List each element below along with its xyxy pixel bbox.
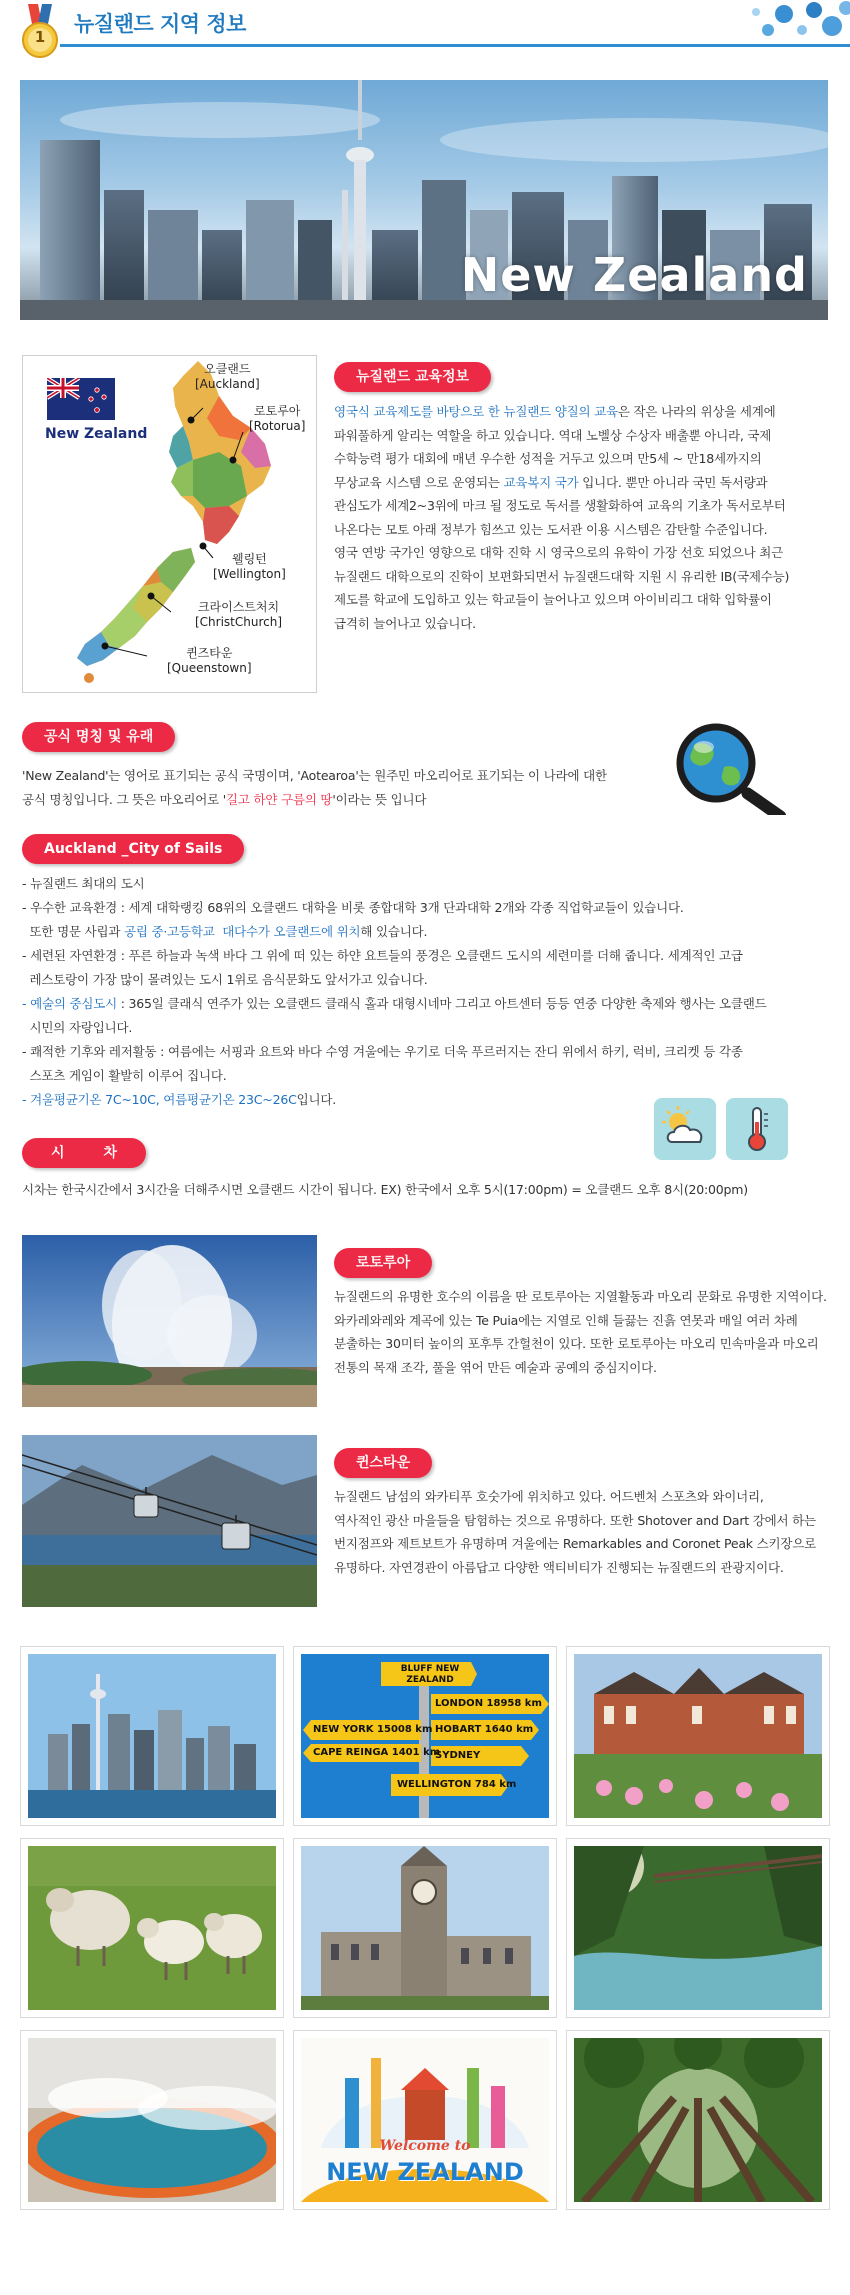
header-underline xyxy=(60,44,850,47)
list-item: 또한 명문 사립과 공립 중·고등학교 대다수가 오클랜드에 위치해 있습니다. xyxy=(22,924,428,939)
page-header xyxy=(0,0,850,56)
weather-cloud-sun-icon xyxy=(654,1098,716,1160)
gallery-photo-sheep xyxy=(20,1838,284,2018)
time-difference-text: 시차는 한국시간에서 3시간을 더해주시면 오클랜드 시간이 됩니다. EX) 한국에서 오후 5시(17:00pm) = 오클랜드 오후 8시(20:00pm) xyxy=(22,1182,748,1197)
poster-country-text: NEW ZEALAND xyxy=(326,2158,524,2186)
map-country-label: New Zealand xyxy=(45,426,148,442)
hero-overlay-text: New Zealand xyxy=(460,248,808,302)
map-city-auckland: 오클랜드 [Auckland] xyxy=(195,362,260,391)
page-title: 뉴질랜드 지역 정보 xyxy=(74,12,246,36)
list-item: - 세련된 자연환경 : 푸른 하늘과 녹색 바다 그 위에 떠 있는 하얀 요트들의 풍경은 오클랜드 도시의 세련미를 더해 줍니다. 세계적인 고급 xyxy=(22,948,743,963)
gallery-photo-signpost xyxy=(293,1646,557,1826)
list-item: - 예술의 중심도시 : 365일 클래식 연주가 있는 오클랜드 클래식 홀과 대형시네마 그리고 아트센터 등등 연중 다양한 축제와 행사는 오클랜드 xyxy=(22,996,767,1011)
gallery-photo-welcome-poster xyxy=(293,2030,557,2210)
signpost-sign: SYDNEY xyxy=(435,1750,481,1761)
list-item: 시민의 자랑입니다. xyxy=(22,1020,133,1035)
auckland-list xyxy=(22,872,828,1112)
list-item: - 쾌적한 기후와 레저활동 : 여름에는 서핑과 요트와 바다 수영 겨울에는 우기로 더욱 푸르러지는 잔디 위에서 하키, 럭비, 크리켓 등 각종 xyxy=(22,1044,743,1059)
rotorua-heading: 로토루아 xyxy=(334,1248,432,1278)
list-item: 스포츠 게임이 활발히 이루어 집니다. xyxy=(22,1068,227,1083)
signpost-sign: WELLINGTON 784 km xyxy=(397,1779,517,1790)
education-heading: 뉴질랜드 교육정보 xyxy=(334,362,491,392)
medal-number: 1 xyxy=(34,28,46,46)
gallery-photo-clock-tower xyxy=(293,1838,557,2018)
list-item: - 겨울평균기온 7C~10C, 여름평균기온 23C~26C입니다. xyxy=(22,1092,337,1107)
signpost-sign: LONDON 18958 km xyxy=(435,1698,542,1709)
list-item: - 우수한 교육환경 : 세계 대학랭킹 68위의 오클랜드 대학을 비롯 종합대학 3개 단과대학 2개와 각종 직업학교들이 있습니다. xyxy=(22,900,684,915)
signpost-sign: CAPE REINGA 1401 km xyxy=(313,1747,441,1758)
official-name-heading: 공식 명칭 및 유래 xyxy=(22,722,175,752)
map-city-rotorua: 로토루아 [Rotorua] xyxy=(249,404,306,433)
rotorua-paragraph: 뉴질랜드의 유명한 호수의 이름을 딴 로토루아는 지열활동과 마오리 문화로 유명한 지역이다. 와카레와레와 계곡에 있는 Te Puia에는 지열로 인해 들끓는 진흙 연못과 매일 여러 차례 분출하는 30미터 높이의 포후투 간헐천이 있다. 또한 로토루아는 마오리 민속마을과 마오리 전통의 목재 조각, 풀을 엮어 만든 예술과 공예의 중심지이다. xyxy=(334,1289,827,1375)
queenstown-heading: 퀸스타운 xyxy=(334,1448,432,1478)
queenstown-paragraph: 뉴질랜드 남섬의 와카티푸 호숫가에 위치하고 있다. 어드벤처 스포츠와 와이너리, 역사적인 광산 마을들을 탐험하는 것으로 유명하다. 또한 Shotover and Dart 강에서 하는 번지점프와 제트보트가 유명하며 겨울에는 Remarkables and Coronet Peak 스키장으로 유명하다. 자연경관이 아름답고 다양한 액티비티가 진행되는 뉴질랜드의 관광지이다. xyxy=(334,1489,816,1575)
gallery-photo-champagne-pool xyxy=(20,2030,284,2210)
bubbles-decoration-icon xyxy=(748,0,850,44)
auckland-heading: Auckland _City of Sails xyxy=(22,834,244,864)
gallery-photo-canyon-bridge xyxy=(566,1838,830,2018)
list-item: 레스토랑이 가장 많이 몰려있는 도시 1위로 음식문화도 앞서가고 있습니다. xyxy=(22,972,428,987)
thermometer-icon xyxy=(726,1098,788,1160)
map-city-queenstown: 퀸즈타운 [Queenstown] xyxy=(167,646,252,675)
official-name-paragraph: 'New Zealand'는 영어로 표기되는 공식 국명이며, 'Aotearoa'는 원주민 마오리어로 표기되는 이 나라에 대한 공식 명칭입니다. 그 뜻은 마오리어로 '길고 하얀 구름의 땅'이라는 뜻 입니다 xyxy=(22,768,607,807)
signpost-sign: HOBART 1640 km xyxy=(435,1724,534,1735)
map-city-christchurch: 크라이스트처치 [ChristChurch] xyxy=(195,600,283,629)
hero-skyline-image xyxy=(20,80,828,320)
poster-welcome-text: Welcome to xyxy=(379,2138,471,2154)
rotorua-geyser-photo xyxy=(22,1235,317,1407)
gallery-photo-redwood-forest xyxy=(566,2030,830,2210)
queenstown-gondola-photo xyxy=(22,1435,317,1607)
signpost-sign: NEW YORK 15008 km xyxy=(313,1724,433,1735)
nz-map-panel xyxy=(22,355,317,693)
education-paragraph: 영국식 교육제도를 바탕으로 한 뉴질랜드 양질의 교육은 작은 나라의 위상을 세계에 파워풀하게 알리는 역할을 하고 있습니다. 역대 노벨상 수상자 배출뿐 아니라, 국제 수학능력 평가 대회에 매년 우수한 성적을 거두고 있으며 만5세 ~ 만18세까지의 무상교육 시스템 으로 운영되는 교육복지 국가 입니다. 뿐만 아니라 국민 독서량과 관심도가 세계2~3위에 마크 될 정도로 독서를 생활화하여 교육의 기초가 독서로부터 나온다는 모토 아래 정부가 힘쓰고 있는 도서관 이용 시스템은 감탄할 수준입니다. 영국 연방 국가인 영향으로 대학 진학 시 영국으로의 유학이 가장 선호 되었으나 최근 뉴질랜드 대학으로의 진학이 보편화되면서 뉴질랜드대학 지원 시 유리한 IB(국제수능) 제도를 학교에 도입하고 있는 학교들이 늘어나고 있으며 아이비리그 대학 입학률이 급격히 늘어나고 있습니다. xyxy=(334,404,790,631)
map-city-wellington: 웰링턴 [Wellington] xyxy=(213,552,286,581)
gallery-photo-rotorua-museum xyxy=(566,1646,830,1826)
signpost-top: BLUFF NEW ZEALAND xyxy=(400,1664,460,1685)
gallery-photo-auckland-skyline xyxy=(20,1646,284,1826)
list-item: - 뉴질랜드 최대의 도시 xyxy=(22,876,145,891)
time-difference-heading: 시 차 xyxy=(22,1138,146,1168)
magnifier-globe-icon xyxy=(666,715,806,815)
